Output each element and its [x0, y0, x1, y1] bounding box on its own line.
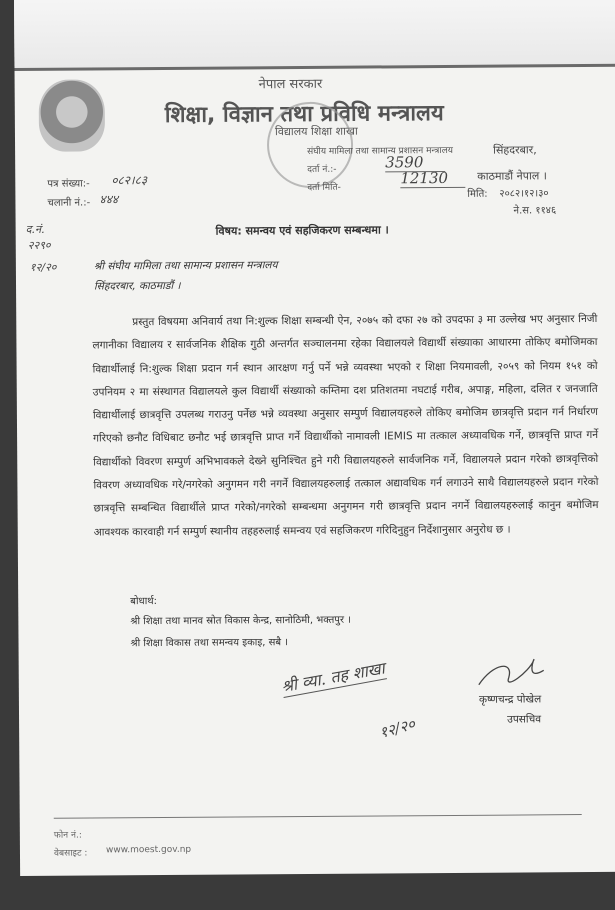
handwritten-forwarding-note: श्री व्या. तह शाखा	[279, 658, 387, 697]
address-line1: सिंहदरबार,	[493, 143, 537, 157]
signature-icon	[474, 652, 554, 693]
darta-date: 12130	[400, 169, 465, 188]
margin-note-2: २२९०	[27, 238, 51, 252]
cc-label: बोधार्थ:	[130, 596, 158, 608]
footer-divider	[54, 814, 582, 819]
letter-date: २०८२।१२।३०	[499, 188, 549, 200]
subject-line: विषय: समन्वय एवं सहजिकरण सम्बन्धमा ।	[215, 223, 389, 238]
footer-website-label: वेबसाइट :	[53, 848, 88, 859]
recipient-line1: श्री संघीय मामिला तथा सामान्य प्रशासन मन्त्रालय	[93, 259, 278, 273]
nepal-emblem-icon	[39, 79, 106, 151]
footer-website: www.moest.gov.np	[105, 844, 192, 856]
stamp-title: संघीय मामिला तथा सामान्य प्रशासन मन्त्रालय	[307, 145, 454, 157]
recipient-line2: सिंहदरबार, काठमाडौं ।	[93, 279, 181, 293]
ministry-name: शिक्षा, विज्ञान तथा प्रविधि मन्त्रालय	[164, 101, 444, 128]
nepal-sambat-date: ने.स. ११४६	[513, 205, 557, 217]
darta-number: 3590	[385, 153, 445, 172]
dispatch-number: ४४४	[99, 192, 119, 207]
handwritten-date: १२/२०	[377, 714, 418, 742]
dispatch-number-label: चलानी नं.:-	[47, 197, 91, 209]
cc-item: श्री शिक्षा तथा मानव स्रोत विकास केन्द्र, सानोठिमी, भक्तपुर ।	[130, 614, 352, 628]
cc-item: श्री शिक्षा विकास तथा समन्वय इकाइ, सबै ।	[130, 637, 289, 650]
letter-body: प्रस्तुत विषयमा अनिवार्य तथा नि:शुल्क शिक्षा सम्बन्धी ऐन, २०७५ को दफा २७ को उपदफा ३ मा उल्लेख भए अनुसार निजी लगानीका विद्यालय र सार्वजनिक शैक्षिक गुठी अन्तर्गत सञ्चालनमा रहेका विद्यालयले विद्यार्थी संख्याका आधारमा तोकिए बमोजिमका विद्यार्थीलाई नि:शुल्क शिक्षा प्रदान गर्न स्थान आरक्षण गर्नु पर्ने भन्ने व्यवस्था भएको र शिक्षा नियमावली, २०५९ को नियम १५१ को उपनियम २ मा संस्थागत विद्यालयले कुल विद्यार्थी संख्याको कम्तिमा दश प्रतिशतमा नघटाई गरीब, अपाङ्ग, महिला, दलित र जनजाति विद्यार्थीलाई छात्रवृत्ति उपलब्ध गराउनु पर्नेछ भन्ने व्यवस्था अनुसार सम्पुर्ण विद्यालयहरुले तोकिए बमोजिम छात्रवृत्ति प्रदान गर्न निर्धारण गरिएको छनौट विधिबाट छनौट भई छात्रवृत्ति प्राप्त गर्ने विद्यार्थीको नामावली IEMIS मा तत्काल अध्यावधिक गर्ने, छात्रवृत्ति प्राप्त गर्ने विद्यार्थीको विवरण सम्पुर्ण अभिभावकले देख्ने सुनिश्चित हुने गरी विद्यालयहरुले सार्वजनिक गर्ने, विद्यालयले प्रदान गरेको छात्रवृत्तिको विवरण अध्यावधिक गरे/नगरेको अनुगमन गरी नगर्ने विद्यालयहरुलाई तत्काल अद्यावधिक गर्न लगाउने साथै विद्यालयहरुले प्रदान गरेको छात्रवृत्ति सम्बन्धित विद्यार्थीले प्राप्त गरेको/नगरेको सम्बन्धमा अनुगमन गरी छात्रवृत्ति प्रदान नगर्ने विद्यालयहरुलाई कानुन बमोजिम आवश्यक कारवाही गर्न सम्पुर्ण स्थानीय तहहरुलाई समन्वय एवं सहजिकरण गरिदिनुहुन निर्देशानुसार अनुरोध छ ।	[92, 312, 599, 539]
letter-number-label: पत्र संख्या:-	[47, 178, 90, 190]
footer-phone-label: फोन नं.:	[53, 830, 82, 841]
letter-page	[14, 0, 615, 876]
signatory-name: कृष्णचन्द्र पोखेल	[478, 693, 542, 706]
government-name: नेपाल सरकार	[258, 76, 323, 93]
address-line2: काठमाडौं नेपाल ।	[477, 169, 547, 183]
date-label: मिति:	[467, 188, 488, 200]
margin-note-1: द.नं.	[25, 222, 45, 236]
letter-number: ०८२।८३	[111, 173, 148, 188]
section-name: विद्यालय शिक्षा शाखा	[274, 124, 358, 139]
scan-shadow	[14, 0, 615, 71]
darta-label: दर्ता नं.:-	[307, 164, 337, 175]
darta-date-label: दर्ता मिति-	[307, 182, 341, 193]
signatory-designation: उपसचिव	[507, 713, 542, 726]
margin-note-3: १२/२०	[29, 260, 57, 274]
